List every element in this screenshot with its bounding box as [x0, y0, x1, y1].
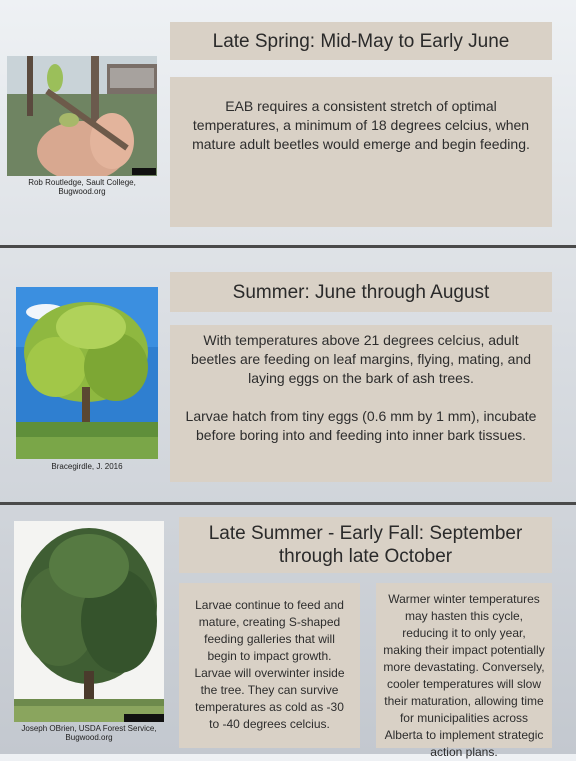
ash-tree-photo-caption: Bracegirdle, J. 2016 [51, 462, 123, 471]
bud-photo [7, 56, 157, 176]
section2-body-box [170, 325, 552, 482]
section-divider-2 [0, 502, 576, 505]
section1-title: Late Spring: Mid-May to Early June [212, 30, 510, 52]
section3-body-left-box [179, 583, 360, 748]
section1-body-box [170, 77, 552, 227]
section3-title-box [179, 517, 552, 573]
section2-title: Summer: June through August [232, 281, 490, 303]
section3-body-right: Warmer winter temperatures may hasten this cycle, reducing it to only year, making their impact potentially more devastating. Conversely, cooler temperatures will slow their maturation, allowing time for municipalities across Alberta to implement strategic action plans. [383, 592, 545, 759]
section2-title-box [170, 272, 552, 312]
section3-title: Late Summer - Early Fall: September through late October [208, 523, 523, 567]
section-divider-1 [0, 245, 576, 248]
ash-tree-photo [16, 287, 158, 459]
section2-body-paragraph-1: With temperatures above 21 degrees celcius, adult beetles are feeding on leaf margins, flying, mating, and laying eggs on the bark of ash trees. [190, 332, 532, 386]
section2-body-paragraph-2: Larvae hatch from tiny eggs (0.6 mm by 1 mm), incubate before boring into and feeding into inner bark tissues. [185, 408, 537, 443]
section1-title-box [170, 22, 552, 60]
bud-photo-caption: Rob Routledge, Sault College, Bugwood.org [28, 178, 136, 196]
section3-body-right-box [376, 583, 552, 759]
mature-tree-photo-caption: Joseph OBrien, USDA Forest Service, Bugwood.org [21, 724, 157, 742]
mature-tree-photo [14, 521, 164, 722]
section3-body-left: Larvae continue to feed and mature, creating S-shaped feeding galleries that will begin to impact growth. Larvae will overwinter inside the tree. They can survive temperatures as cold as -30 to -40 degrees celcius. [194, 598, 345, 731]
section1-body: EAB requires a consistent stretch of optimal temperatures, a minimum of 18 degrees celcius, when mature adult beetles would emerge and begin feeding. [192, 98, 530, 152]
